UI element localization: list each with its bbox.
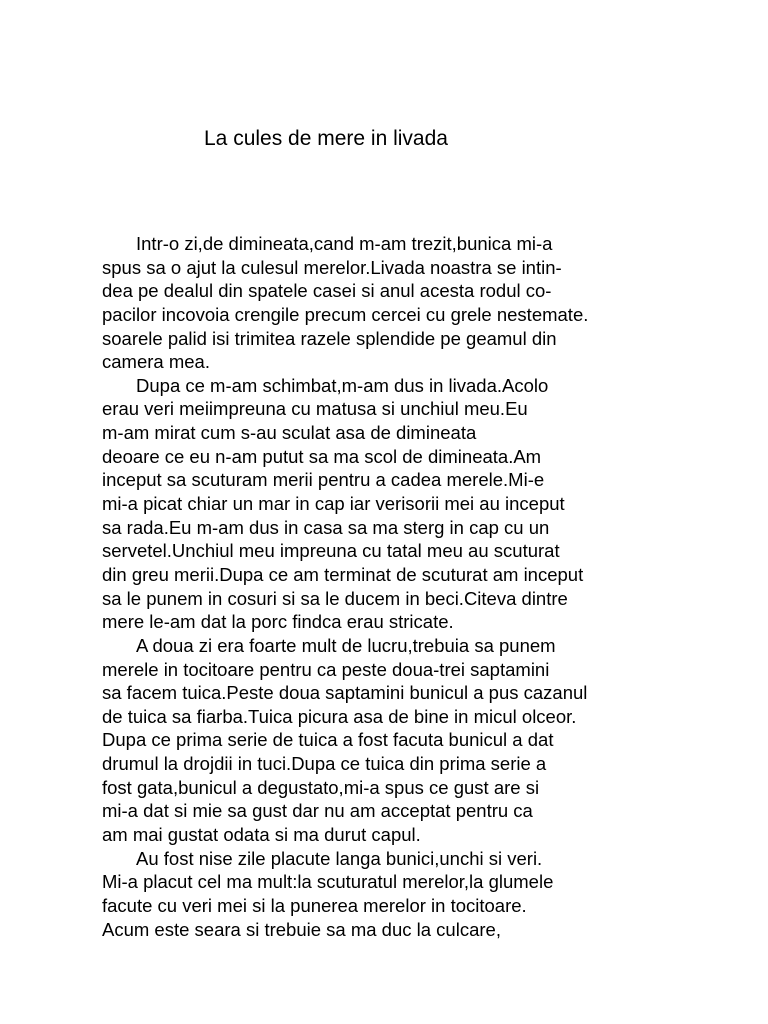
text-line: deoare ce eu n-am putut sa ma scol de dimineata.Am — [102, 445, 542, 467]
text-line: merele in tocitoare pentru ca peste doua-trei saptamini — [102, 658, 550, 680]
text-line: Acum este seara si trebuie sa ma duc la culcare, — [102, 918, 501, 940]
text-line: sa rada.Eu m-am dus in casa sa ma sterg in cap cu un — [102, 516, 550, 538]
text-line: erau veri meiimpreuna cu matusa si unchiul meu.Eu — [102, 398, 528, 420]
text-line: inceput sa scuturam merii pentru a cadea merele.Mi-e — [102, 469, 545, 491]
text-line: spus sa o ajut la culesul merelor.Livada noastra se intin- — [102, 256, 562, 278]
document-title: La cules de mere in livada — [204, 127, 448, 150]
paragraph-first-line: Au fost nise zile placute langa bunici,unchi si veri. — [136, 847, 543, 869]
text-line: sa le punem in cosuri si sa le ducem in beci.Citeva dintre — [102, 587, 568, 609]
text-line: Mi-a placut cel ma mult:la scuturatul merelor,la glumele — [102, 871, 554, 893]
text-line: mi-a picat chiar un mar in cap iar verisorii mei au inceput — [102, 493, 565, 515]
text-line: de tuica sa fiarba.Tuica picura asa de bine in micul olceor. — [102, 705, 577, 727]
text-line: servetel.Unchiul meu impreuna cu tatal meu au scuturat — [102, 540, 560, 562]
text-line: soarele palid isi trimitea razele splendide pe geamul din — [102, 327, 557, 349]
text-line: Dupa ce prima serie de tuica a fost facuta bunicul a dat — [102, 729, 554, 751]
text-line: facute cu veri mei si la punerea merelor in tocitoare. — [102, 894, 527, 916]
text-line: dea pe dealul din spatele casei si anul acesta rodul co- — [102, 280, 552, 302]
paragraph-first-line: A doua zi era foarte mult de lucru,trebuia sa punem — [136, 634, 556, 656]
text-line: am mai gustat odata si ma durut capul. — [102, 824, 421, 846]
text-line: drumul la drojdii in tuci.Dupa ce tuica din prima serie a — [102, 753, 547, 775]
paragraph-first-line: Intr-o zi,de dimineata,cand m-am trezit,bunica mi-a — [136, 233, 553, 254]
text-line: camera mea. — [102, 351, 210, 373]
text-line: fost gata,bunicul a degustato,mi-a spus ce gust are si — [102, 776, 540, 798]
text-line: sa facem tuica.Peste doua saptamini bunicul a pus cazanul — [102, 682, 588, 704]
text-line: m-am mirat cum s-au sculat asa de dimineata — [102, 422, 477, 444]
text-line: din greu merii.Dupa ce am terminat de scuturat am inceput — [102, 563, 584, 585]
text-line: mere le-am dat la porc findca erau stricate. — [102, 611, 454, 633]
paragraph-first-line: Dupa ce m-am schimbat,m-am dus in livada.Acolo — [136, 374, 549, 396]
document-body — [102, 232, 702, 941]
text-line: mi-a dat si mie sa gust dar nu am acceptat pentru ca — [102, 800, 533, 822]
text-line: pacilor incovoia crengile precum cercei cu grele nestemate. — [102, 303, 589, 325]
